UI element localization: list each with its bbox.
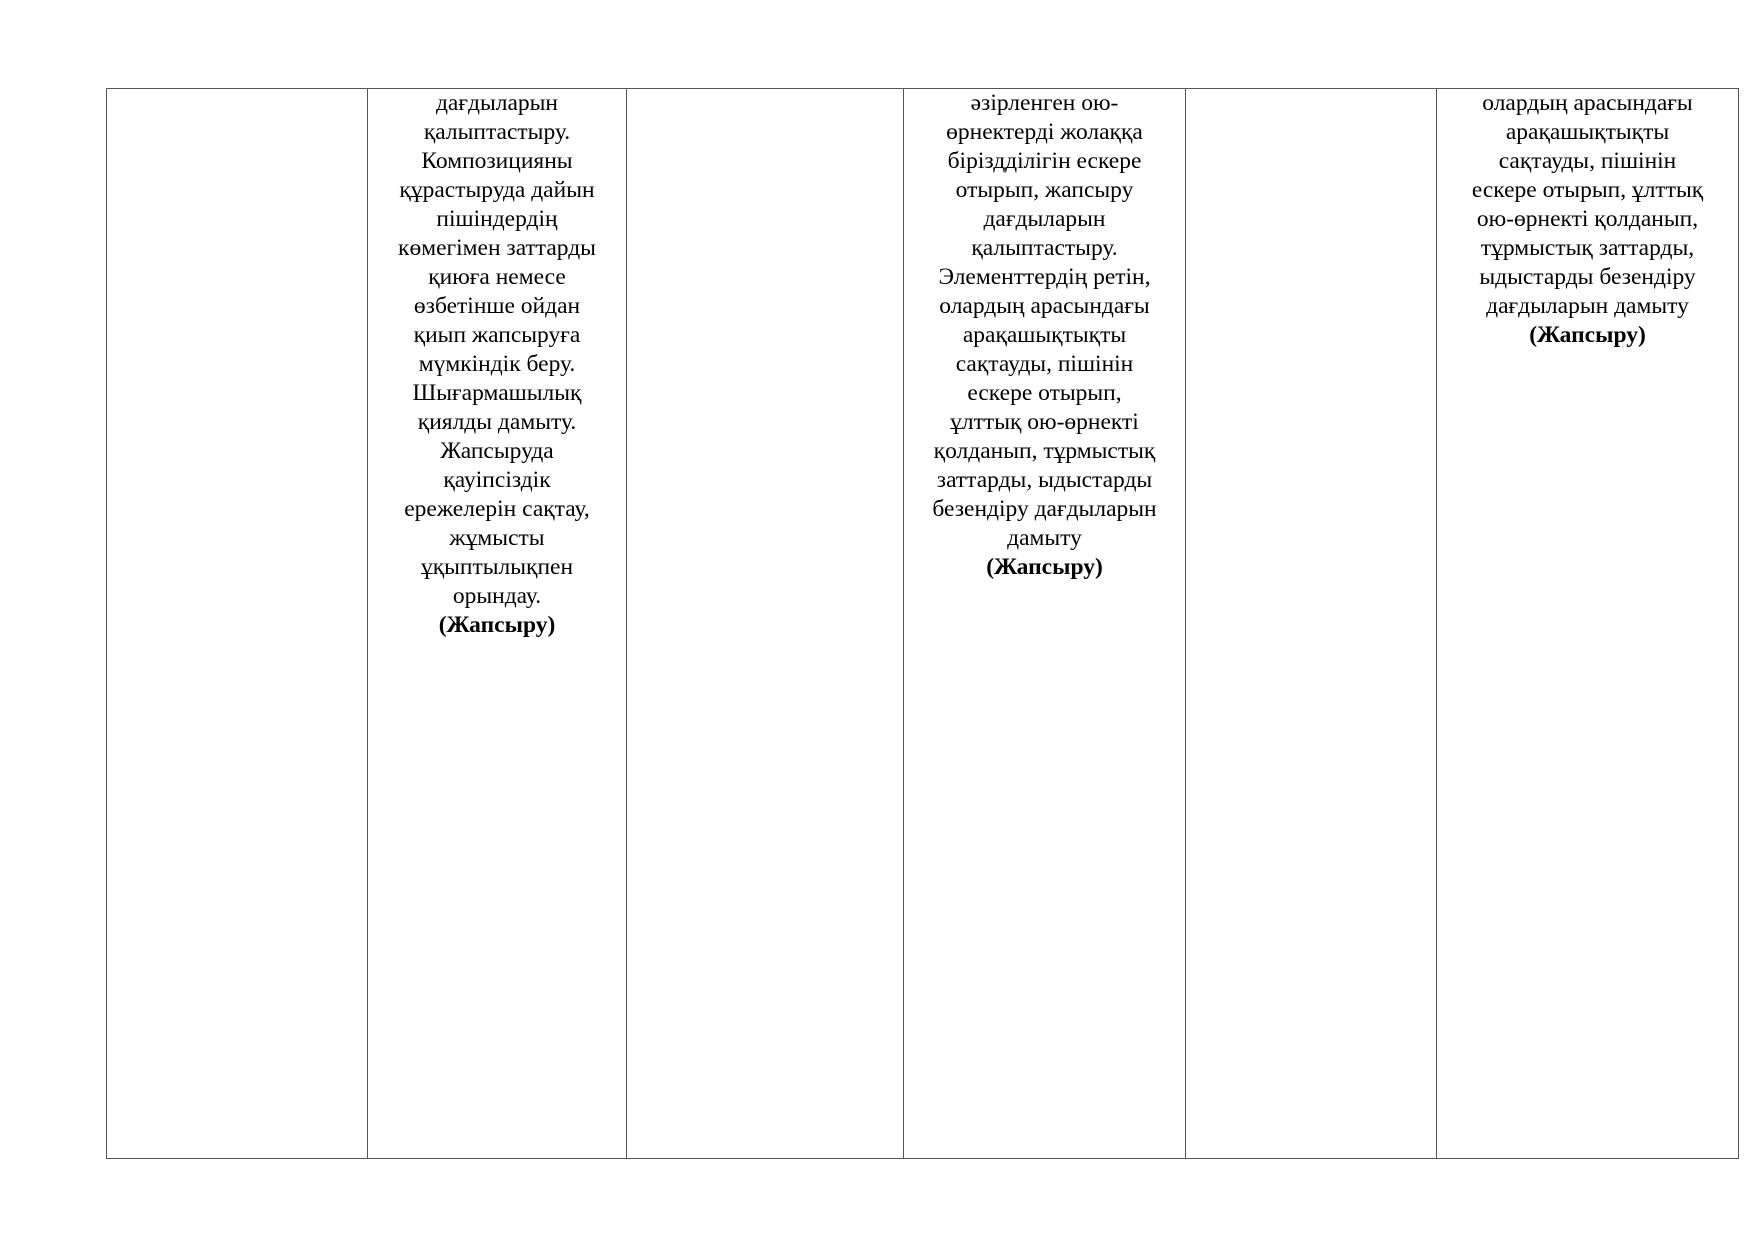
cell-tag: (Жапсыру) [986,554,1103,580]
cell-text: дағдыларын қалыптастыру. Композицияны құрастыруда дайын пішіндердің көмегімен заттарды қиюға немесе өзбетінше ойдан қиып жапсыруға мүмкіндік беру. Шығармашылық қиялды дамыту. Жапсыруда қауіпсіздік ережелерін сақтау, жұмысты ұқыптылықпен орындау. [398,90,596,609]
cell-text: әзірленген ою- өрнектерді жолаққа біріздділігін ескере отырып, жапсыру дағдыларын қалыптастыру. Элементтердің ретін, олардың арасындағы арақашықтықты сақтауды, пішінін ескере отырып, ұлттық ою-өрнекті қолданып, тұрмыстық заттарды, ыдыстарды безендіру дағдыларын дамыту [932,90,1157,551]
table-cell-1 [107,89,368,1159]
table-cell-6 [1437,89,1739,1159]
table-cell-3 [627,89,904,1159]
cell-tag: (Жапсыру) [438,612,556,638]
table-cell-2 [368,89,627,1159]
table-cell-4 [904,89,1186,1159]
document-table [106,88,1739,1159]
table-row [107,89,1739,1159]
cell-text: олардың арасындағы арақашықтықты сақтауды, пішінін ескере отырып, ұлттық ою-өрнекті қолданып, тұрмыстық заттарды, ыдыстарды безендіру дағдыларын дамыту [1471,90,1704,319]
cell-tag: (Жапсыру) [1529,322,1646,348]
table-cell-5 [1186,89,1437,1159]
